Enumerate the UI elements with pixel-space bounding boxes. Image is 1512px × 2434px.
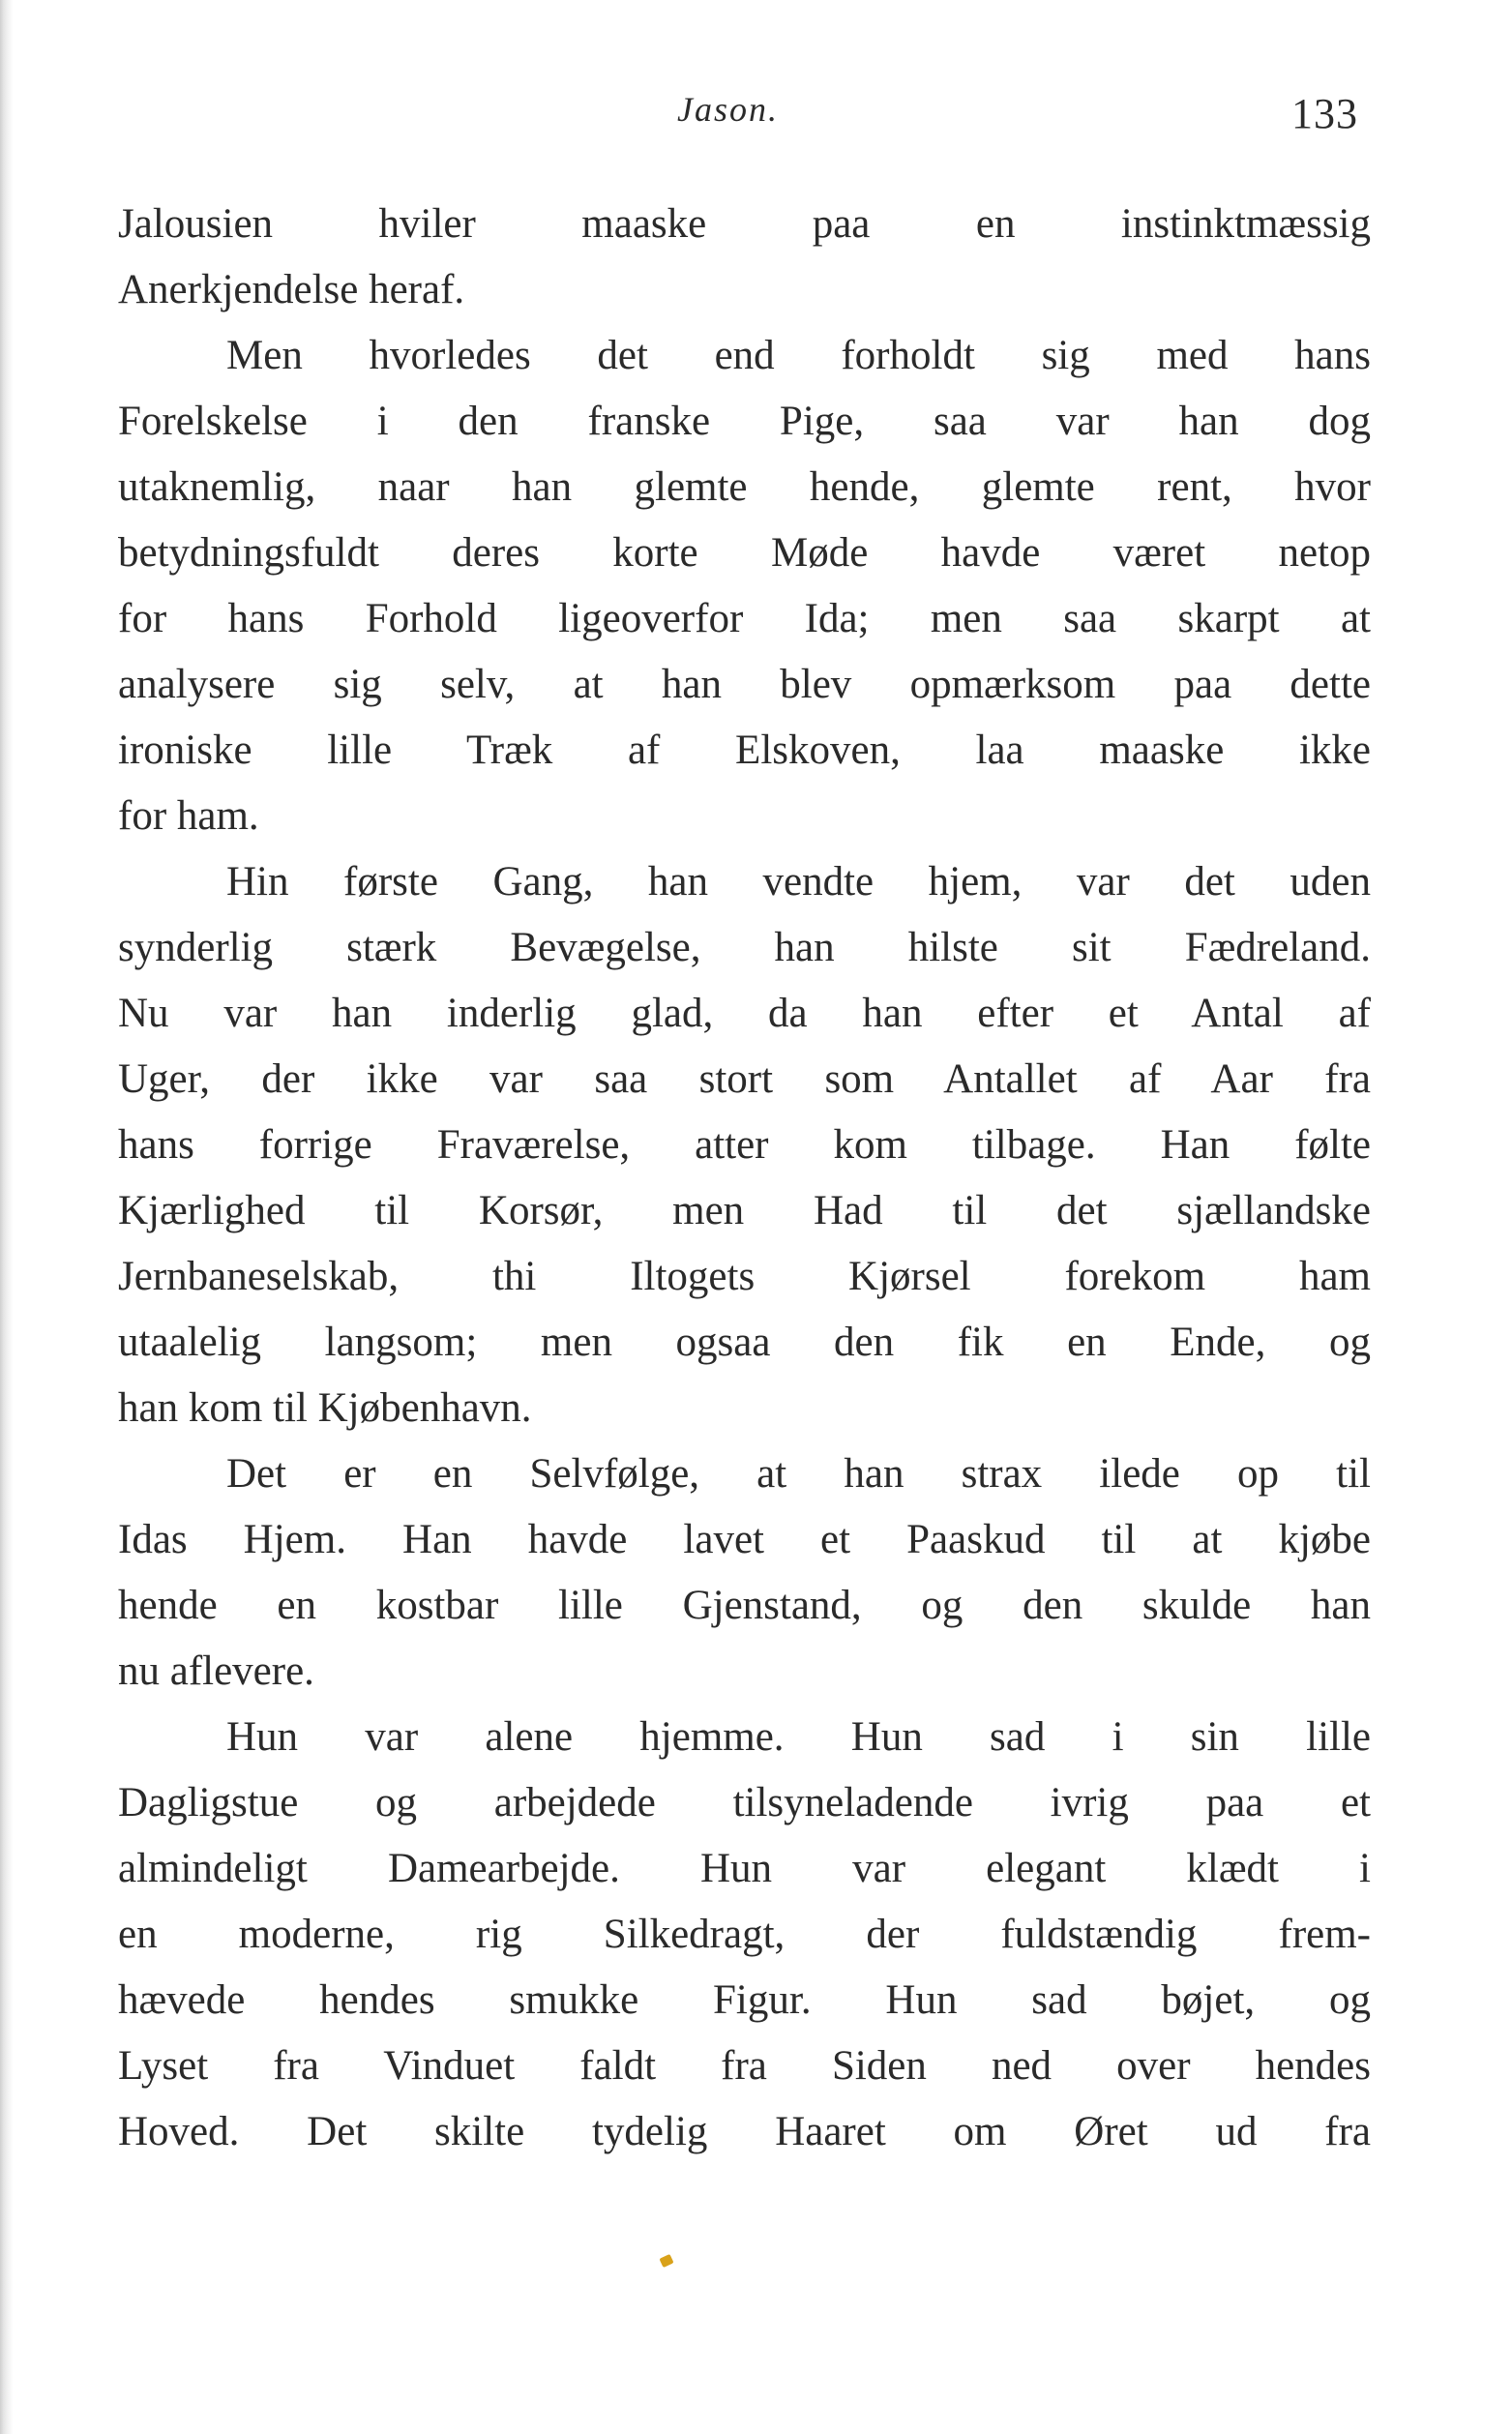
- text-line: for ham.: [118, 793, 259, 839]
- text-line: Hoved. Det skilte tydelig Haaret om Øret ud fra: [118, 2109, 1371, 2154]
- text-line: almindeligt Damearbejde. Hun var elegant klædt i: [118, 1846, 1371, 1891]
- text-line: ironiske lille Træk af Elskoven, laa maaske ikke: [118, 727, 1371, 773]
- page-binding-edge: [0, 0, 14, 2434]
- text-line: Jalousien hviler maaske paa en instinktmæssig: [118, 201, 1371, 247]
- text-line: Men hvorledes det end forholdt sig med hans: [226, 333, 1371, 378]
- text-line: Idas Hjem. Han havde lavet et Paaskud til at kjøbe: [118, 1517, 1371, 1562]
- text-line: hans forrige Fraværelse, atter kom tilbage. Han følte: [118, 1122, 1371, 1168]
- text-line: hævede hendes smukke Figur. Hun sad bøjet, og: [118, 1977, 1371, 2023]
- text-line: en moderne, rig Silkedragt, der fuldstændig frem-: [118, 1912, 1371, 1957]
- text-line: Uger, der ikke var saa stort som Antallet af Aar fra: [118, 1056, 1371, 1102]
- text-line: synderlig stærk Bevægelse, han hilste sit Fædreland.: [118, 925, 1371, 970]
- page-number: 133: [1291, 90, 1358, 137]
- text-line: han kom til Kjøbenhavn.: [118, 1385, 532, 1431]
- text-line: nu aflevere.: [118, 1648, 314, 1694]
- text-line: for hans Forhold ligeoverfor Ida; men saa skarpt at: [118, 596, 1371, 641]
- text-line: Lyset fra Vinduet faldt fra Siden ned over hendes: [118, 2043, 1371, 2089]
- text-line: Forelskelse i den franske Pige, saa var han dog: [118, 399, 1371, 444]
- text-line: utaknemlig, naar han glemte hende, glemte rent, hvor: [118, 464, 1371, 510]
- text-line: Jernbaneselskab, thi Iltogets Kjørsel forekom ham: [118, 1254, 1371, 1299]
- ink-speck: [659, 2254, 673, 2268]
- text-line: betydningsfuldt deres korte Møde havde været netop: [118, 530, 1371, 576]
- text-line: Dagligstue og arbejdede tilsyneladende ivrig paa et: [118, 1780, 1371, 1826]
- text-line: utaalelig langsom; men ogsaa den fik en Ende, og: [118, 1320, 1371, 1365]
- text-line: Det er en Selvfølge, at han strax ilede op til: [226, 1451, 1371, 1497]
- text-line: analysere sig selv, at han blev opmærksom paa dette: [118, 662, 1371, 707]
- text-line: Anerkjendelse heraf.: [118, 267, 465, 312]
- running-header-title: Jason.: [677, 90, 779, 129]
- text-line: hende en kostbar lille Gjenstand, og den skulde han: [118, 1583, 1371, 1628]
- text-line: Kjærlighed til Korsør, men Had til det sjællandske: [118, 1188, 1371, 1233]
- text-line: Hin første Gang, han vendte hjem, var det uden: [226, 859, 1371, 905]
- text-line: Hun var alene hjemme. Hun sad i sin lille: [226, 1714, 1371, 1760]
- body-text: [118, 192, 1371, 2165]
- text-line: Nu var han inderlig glad, da han efter et Antal af: [118, 991, 1371, 1036]
